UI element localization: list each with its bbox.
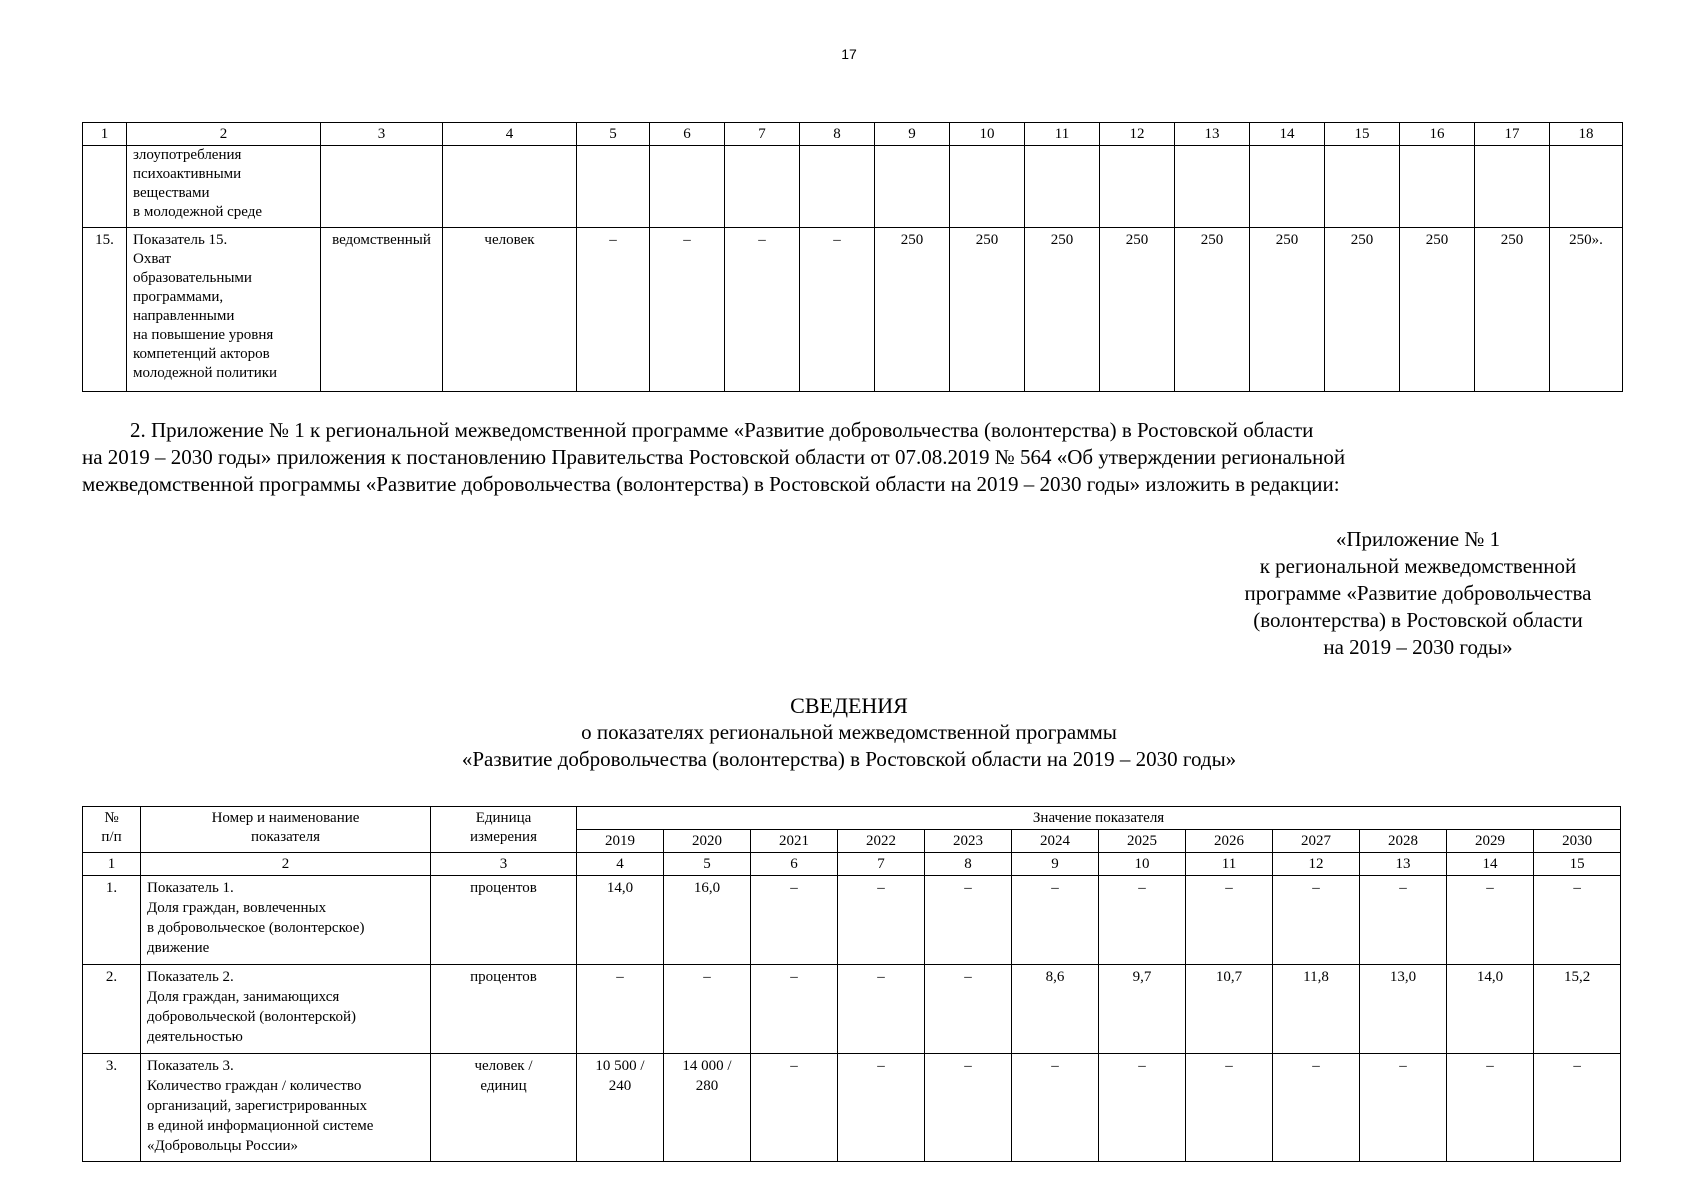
col-number: 7 — [725, 123, 800, 146]
col-number: 8 — [925, 853, 1012, 876]
table-cell — [83, 146, 127, 228]
col-number: 10 — [1099, 853, 1186, 876]
value-cell: – — [1360, 876, 1447, 965]
indicator-name-cell — [141, 1054, 431, 1162]
appendix-line: программе «Развитие добровольчества — [1244, 581, 1592, 605]
value-cell: – — [1447, 1054, 1534, 1162]
header-text: Номер и наименование — [211, 810, 360, 826]
appendix-caption — [1228, 526, 1608, 661]
name-line: психоактивными — [133, 166, 242, 182]
unit-line: единиц — [480, 1078, 527, 1094]
col-number: 3 — [431, 853, 577, 876]
header-text: измерения — [469, 829, 537, 845]
table-row — [83, 146, 1623, 228]
table-row — [83, 228, 1623, 392]
paragraph-line: межведомственной программы «Развитие добровольчества (волонтерства) в Ростовской области на 2019 – 2030 годы» изложить в редакции: — [82, 472, 1340, 496]
value-cell: – — [751, 876, 838, 965]
col-number: 1 — [83, 853, 141, 876]
col-number: 14 — [1447, 853, 1534, 876]
col-number: 18 — [1550, 123, 1623, 146]
value-cell: 11,8 — [1273, 965, 1360, 1054]
col-number: 2 — [127, 123, 321, 146]
col-number: 12 — [1100, 123, 1175, 146]
col-number: 13 — [1360, 853, 1447, 876]
row-number: 3. — [83, 1054, 141, 1162]
name-line: Доля граждан, вовлеченных — [147, 900, 327, 916]
name-line: Показатель 3. — [147, 1058, 234, 1074]
col-number: 2 — [141, 853, 431, 876]
value-cell: – — [925, 1054, 1012, 1162]
name-line: Количество граждан / количество — [147, 1078, 362, 1094]
name-line: Доля граждан, занимающихся — [147, 989, 340, 1005]
value-cell: – — [838, 1054, 925, 1162]
header-text: п/п — [101, 829, 122, 845]
name-line: в молодежной среде — [133, 204, 263, 220]
value-cell: 10,7 — [1186, 965, 1273, 1054]
value-cell: – — [577, 228, 650, 392]
value-cell: – — [1012, 1054, 1099, 1162]
value-cell: 14,0 — [1447, 965, 1534, 1054]
row-number: 15. — [83, 228, 127, 392]
name-line: Показатель 2. — [147, 969, 234, 985]
paragraph-line: на 2019 – 2030 годы» приложения к постановлению Правительства Ростовской области от 07.08.2019 № 564 «Об утверждении региональной — [82, 445, 1346, 469]
value-cell: – — [650, 228, 725, 392]
col-number: 12 — [1273, 853, 1360, 876]
amendment-paragraph — [82, 417, 1620, 498]
table-cell — [1025, 146, 1100, 228]
year-header: 2025 — [1099, 830, 1186, 853]
value-cell: 9,7 — [1099, 965, 1186, 1054]
header-number — [83, 807, 141, 853]
year-header: 2028 — [1360, 830, 1447, 853]
indicator-unit — [431, 1054, 577, 1162]
name-line: деятельностью — [147, 1029, 243, 1045]
name-line: Показатель 15. — [133, 232, 228, 248]
name-line: на повышение уровня — [133, 327, 274, 343]
indicator-name-cell — [127, 146, 321, 228]
table-cell — [1475, 146, 1550, 228]
appendix-line: на 2019 – 2030 годы» — [1323, 635, 1513, 659]
appendix-line: к региональной межведомственной — [1259, 554, 1577, 578]
table-cell — [725, 146, 800, 228]
name-line: образовательными — [133, 270, 252, 286]
name-line: в единой информационной системе — [147, 1118, 374, 1134]
table-cell — [1325, 146, 1400, 228]
col-number: 3 — [321, 123, 443, 146]
value-cell: 250 — [1100, 228, 1175, 392]
year-header: 2029 — [1447, 830, 1534, 853]
col-number: 10 — [950, 123, 1025, 146]
value-cell: – — [838, 876, 925, 965]
table-cell — [650, 146, 725, 228]
table-cell — [443, 146, 577, 228]
value-cell: – — [800, 228, 875, 392]
col-number: 9 — [875, 123, 950, 146]
value-cell: 13,0 — [1360, 965, 1447, 1054]
column-numbers-row — [83, 853, 1621, 876]
appendix-line: (волонтерства) в Ростовской области — [1253, 608, 1583, 632]
value-cell: – — [1534, 1054, 1621, 1162]
value-cell: 250 — [875, 228, 950, 392]
col-number: 16 — [1400, 123, 1475, 146]
value-cell: – — [577, 965, 664, 1054]
name-line: компетенций акторов — [133, 346, 270, 362]
name-line: программами, — [133, 289, 224, 305]
value-cell: – — [664, 965, 751, 1054]
name-line: в добровольческое (волонтерское) — [147, 920, 365, 936]
header-unit — [431, 807, 577, 853]
value-cell: 14,0 — [577, 876, 664, 965]
table-header-row — [83, 807, 1621, 830]
heading-program-name: «Развитие добровольчества (волонтерства) в Ростовской области на 2019 – 2030 годы» — [461, 747, 1237, 771]
row-number: 2. — [83, 965, 141, 1054]
year-header: 2021 — [751, 830, 838, 853]
name-line: организаций, зарегистрированных — [147, 1098, 368, 1114]
year-header: 2022 — [838, 830, 925, 853]
section-heading — [0, 692, 1698, 773]
header-indicator-name — [141, 807, 431, 853]
table-row — [83, 1054, 1621, 1162]
value-cell: – — [1273, 1054, 1360, 1162]
value-cell: 250». — [1550, 228, 1623, 392]
indicator-name-cell — [141, 876, 431, 965]
value-cell: – — [1534, 876, 1621, 965]
header-value: Значение показателя — [577, 807, 1621, 830]
year-header: 2023 — [925, 830, 1012, 853]
year-header: 2019 — [577, 830, 664, 853]
header-text: № — [104, 810, 119, 826]
value-cell: – — [1012, 876, 1099, 965]
table-cell — [800, 146, 875, 228]
header-text: Единица — [475, 810, 532, 826]
year-header: 2030 — [1534, 830, 1621, 853]
name-line: «Добровольцы России» — [147, 1138, 299, 1154]
value-cell: 250 — [1025, 228, 1100, 392]
value-cell: 250 — [1325, 228, 1400, 392]
indicator-unit — [431, 965, 577, 1054]
unit-line: процентов — [470, 969, 537, 985]
indicator-type: ведомственный — [321, 228, 443, 392]
table-row — [83, 965, 1621, 1054]
col-number: 5 — [577, 123, 650, 146]
table-cell — [1550, 146, 1623, 228]
page-number: 17 — [841, 46, 857, 62]
value-cell: – — [1273, 876, 1360, 965]
value-cell: 10 500 / 240 — [577, 1054, 664, 1162]
year-header: 2024 — [1012, 830, 1099, 853]
value-cell: – — [1186, 876, 1273, 965]
col-number: 15 — [1534, 853, 1621, 876]
col-number: 15 — [1325, 123, 1400, 146]
col-number: 13 — [1175, 123, 1250, 146]
indicator-unit: человек — [443, 228, 577, 392]
value-cell: – — [1186, 1054, 1273, 1162]
name-line: веществами — [133, 185, 210, 201]
value-cell: – — [1447, 876, 1534, 965]
table-cell — [875, 146, 950, 228]
table-cell — [321, 146, 443, 228]
table-cell — [1100, 146, 1175, 228]
value-cell: 250 — [1475, 228, 1550, 392]
value-cell: 250 — [1400, 228, 1475, 392]
col-number: 6 — [650, 123, 725, 146]
value-cell: – — [751, 965, 838, 1054]
heading-title: СВЕДЕНИЯ — [790, 693, 908, 718]
col-number: 7 — [838, 853, 925, 876]
table-row — [83, 876, 1621, 965]
indicators-table — [82, 806, 1621, 1162]
indicator-name-cell — [127, 228, 321, 392]
value-cell: – — [925, 876, 1012, 965]
continuation-table — [82, 122, 1623, 392]
name-line: Охват — [133, 251, 172, 267]
appendix-line: «Приложение № 1 — [1335, 527, 1501, 551]
table-cell — [950, 146, 1025, 228]
value-cell: – — [1360, 1054, 1447, 1162]
row-number: 1. — [83, 876, 141, 965]
col-number: 6 — [751, 853, 838, 876]
col-number: 9 — [1012, 853, 1099, 876]
table-cell — [1175, 146, 1250, 228]
value-cell: – — [725, 228, 800, 392]
year-header: 2027 — [1273, 830, 1360, 853]
year-header: 2026 — [1186, 830, 1273, 853]
table-cell — [1250, 146, 1325, 228]
value-cell: – — [1099, 876, 1186, 965]
value-cell: 16,0 — [664, 876, 751, 965]
indicator-unit — [431, 876, 577, 965]
col-number: 14 — [1250, 123, 1325, 146]
value-cell: 250 — [1250, 228, 1325, 392]
indicator-name-cell — [141, 965, 431, 1054]
table-cell — [577, 146, 650, 228]
value-cell: – — [1099, 1054, 1186, 1162]
name-line: добровольческой (волонтерской) — [147, 1009, 356, 1025]
heading-subtitle: о показателях региональной межведомственной программы — [581, 720, 1117, 744]
col-number: 1 — [83, 123, 127, 146]
name-line: злоупотребления — [133, 147, 242, 163]
table-cell — [1400, 146, 1475, 228]
col-number: 4 — [577, 853, 664, 876]
col-number: 11 — [1186, 853, 1273, 876]
value-cell: 250 — [1175, 228, 1250, 392]
value-cell: – — [838, 965, 925, 1054]
unit-line: процентов — [470, 880, 537, 896]
name-line: молодежной политики — [133, 365, 278, 381]
year-header: 2020 — [664, 830, 751, 853]
paragraph-line: 2. Приложение № 1 к региональной межведомственной программе «Развитие добровольчества (волонтерства) в Ростовской области — [130, 418, 1314, 442]
value-cell: 250 — [950, 228, 1025, 392]
value-cell: 15,2 — [1534, 965, 1621, 1054]
header-text: показателя — [250, 829, 321, 845]
col-number: 8 — [800, 123, 875, 146]
col-number: 4 — [443, 123, 577, 146]
value-cell: 14 000 / 280 — [664, 1054, 751, 1162]
value-cell: – — [925, 965, 1012, 1054]
unit-line: человек / — [474, 1058, 533, 1074]
name-line: движение — [147, 940, 210, 956]
value-cell: 8,6 — [1012, 965, 1099, 1054]
value-cell: – — [751, 1054, 838, 1162]
col-number: 5 — [664, 853, 751, 876]
name-line: направленными — [133, 308, 235, 324]
col-number: 17 — [1475, 123, 1550, 146]
col-number: 11 — [1025, 123, 1100, 146]
table-header-row — [83, 123, 1623, 146]
name-line: Показатель 1. — [147, 880, 234, 896]
